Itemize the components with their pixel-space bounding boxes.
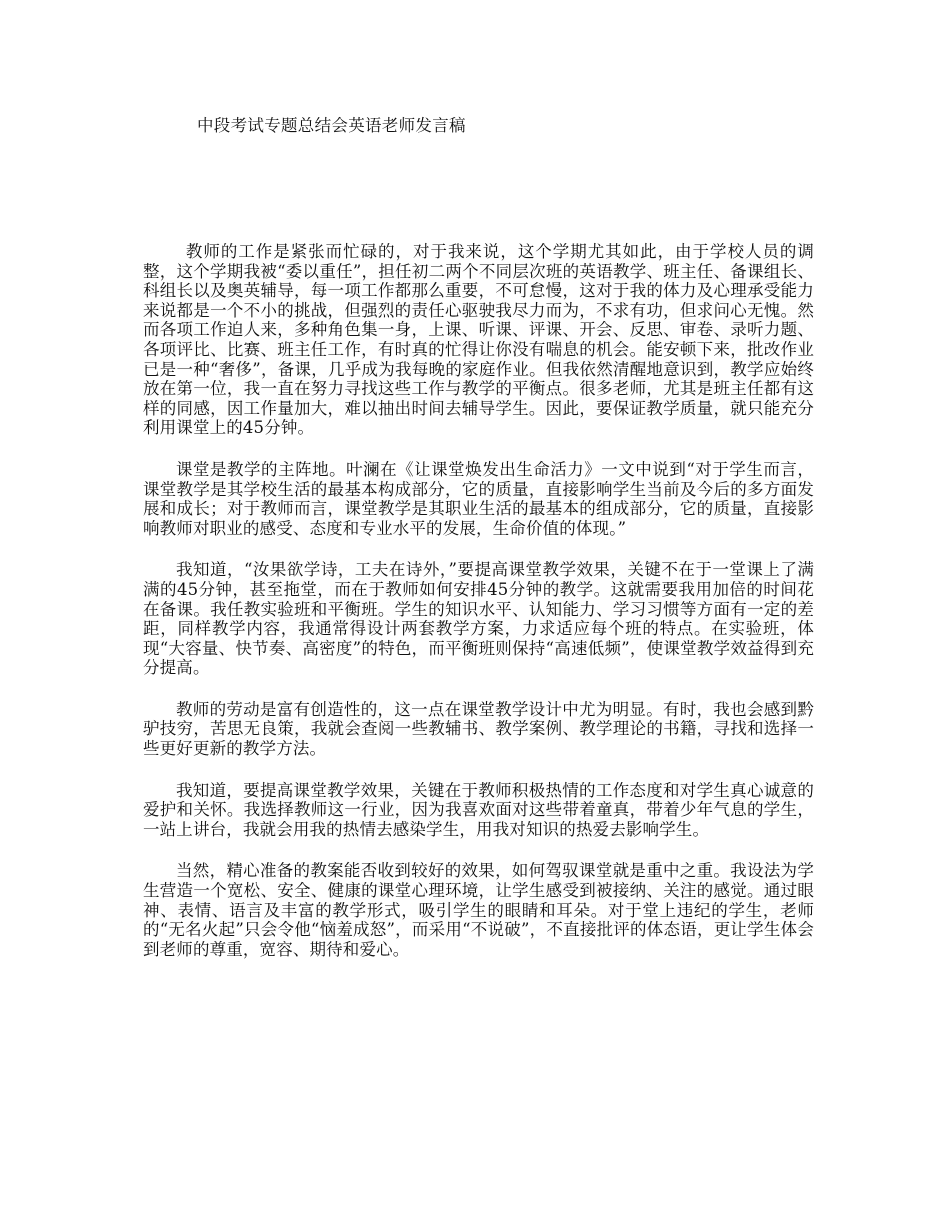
paragraph-lesson-planning: 我知道，“汝果欲学诗，工夫在诗外，”要提高课堂教学效果，关键不在于一堂课上了满满的45分钟，甚至拖堂，而在于教师如何安排45分钟的教学。这就需要我用加倍的时间花在备课。我任教实验班和平衡班。学生的知识水平、认知能力、学习习惯等方面有一定的差距，同样教学内容，我通常得设计两套教学方案，力求适应每个班的特点。在实验班，体现“大容量、快节奏、高密度”的特色，而平衡班则保持“高速低频”，使课堂教学效益得到充分提高。 [143, 560, 814, 678]
paragraph-classroom-main-front: 课堂是教学的主阵地。叶澜在《让课堂焕发出生命活力》一文中说到“对于学生而言，课堂教学是其学校生活的最基本构成部分，它的质量，直接影响学生当前及今后的多方面发展和成长；对于教师而言，课堂教学是其职业生活的最基本的组成部分，它的质量，直接影响教师对职业的感受、态度和专业水平的发展，生命价值的体现。” [143, 459, 814, 538]
document-title: 中段考试专题总结会英语老师发言稿 [197, 116, 466, 135]
paragraph-workload: 教师的工作是紧张而忙碌的，对于我来说，这个学期尤其如此，由于学校人员的调整，这个学期我被“委以重任”，担任初二两个不同层次班的英语教学、班主任、备课组长、科组长以及奥英辅导，每一项工作都那么重要，不可怠慢，这对于我的体力及心理承受能力来说都是一个不小的挑战，但强烈的责任心驱驶我尽力而为，不求有功，但求问心无愧。然而各项工作迫人来，多种角色集一身，上课、听课、评课、开会、反思、审卷、录听力题、各项评比、比赛、班主任工作，有时真的忙得让你没有喘息的机会。能安顿下来，批改作业已是一种“奢侈”，备课，几乎成为我每晚的家庭作业。但我依然清醒地意识到，教学应始终放在第一位，我一直在努力寻找这些工作与教学的平衡点。很多老师，尤其是班主任都有这样的同感，因工作量加大，难以抽出时间去辅导学生。因此，要保证教学质量，就只能充分利用课堂上的45分钟。 [143, 242, 814, 438]
document-body [143, 242, 814, 981]
paragraph-teacher-attitude: 我知道，要提高课堂教学效果，关键在于教师积极热情的工作态度和对学生真心诚意的爱护和关怀。我选择教师这一行业，因为我喜欢面对这些带着童真，带着少年气息的学生，一站上讲台，我就会用我的热情去感染学生，用我对知识的热爱去影响学生。 [143, 780, 814, 839]
paragraph-classroom-management: 当然，精心准备的教案能否收到较好的效果，如何驾驭课堂就是重中之重。我设法为学生营造一个宽松、安全、健康的课堂心理环境，让学生感受到被接纳、关注的感觉。通过眼神、表情、语言及丰富的教学形式，吸引学生的眼睛和耳朵。对于堂上违纪的学生，老师的“无名火起”只会令他“恼羞成怒”，而采用“不说破”，不直接批评的体态语，更让学生体会到老师的尊重，宽容、期待和爱心。 [143, 861, 814, 959]
paragraph-creative-teaching: 教师的劳动是富有创造性的，这一点在课堂教学设计中尤为明显。有时，我也会感到黔驴技穷，苦思无良策，我就会查阅一些教辅书、教学案例、教学理论的书籍，寻找和选择一些更好更新的教学方法。 [143, 699, 814, 759]
